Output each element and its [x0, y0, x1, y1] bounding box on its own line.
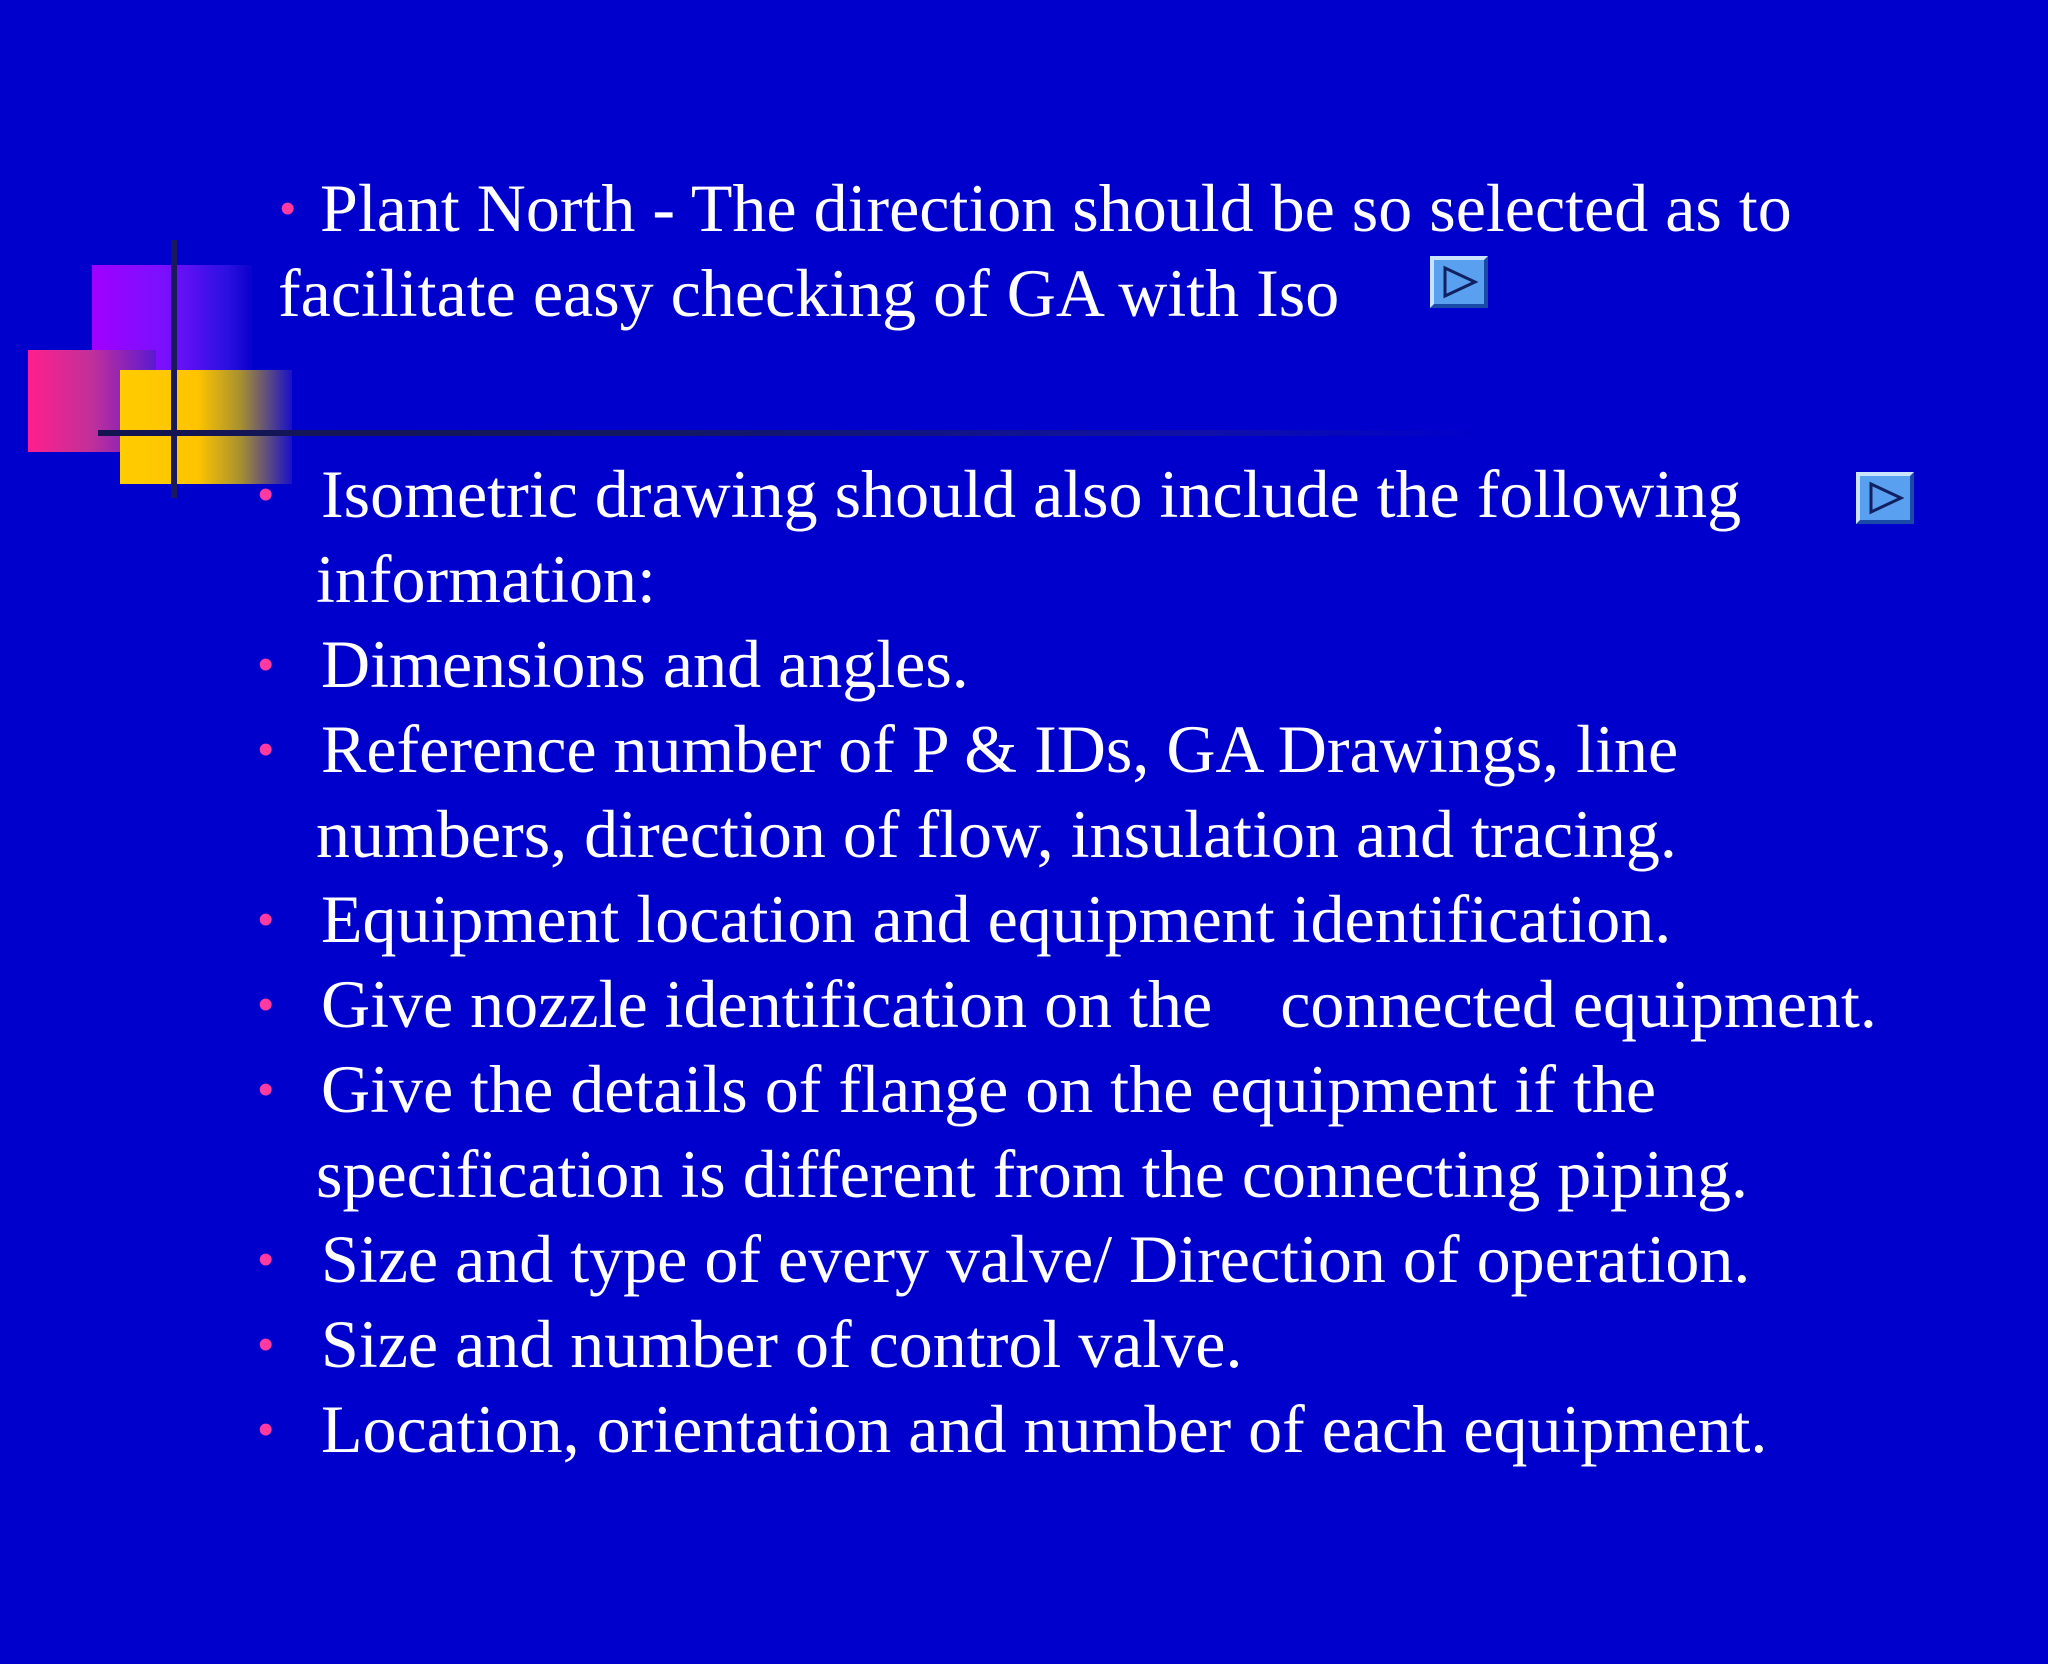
bullet-dot: • [258, 1065, 274, 1114]
play-action-button[interactable] [1430, 256, 1488, 308]
bullet-dot: • [280, 184, 296, 233]
plant-north-line-1: Plant North - The direction should be so selected as to [320, 170, 1792, 246]
decorative-vertical-line [171, 240, 177, 498]
play-action-button[interactable] [1856, 472, 1914, 524]
play-forward-icon [1442, 265, 1478, 299]
bullet-dot: • [258, 980, 274, 1029]
bullet-dot: • [258, 1320, 274, 1369]
list-item: • Size and number of control valve. [258, 1302, 1877, 1387]
list-item-continuation: numbers, direction of flow, insulation and tracing. [316, 796, 1677, 872]
decorative-horizontal-line [98, 430, 1478, 436]
list-item: • Dimensions and angles. [258, 622, 1877, 707]
bullet-dot: • [258, 1235, 274, 1284]
bullet-dot: • [258, 895, 274, 944]
plant-north-item [278, 166, 1792, 336]
list-item: • Isometric drawing should also include the following [258, 452, 1877, 537]
list-item: • Location, orientation and number of each equipment. [258, 1387, 1877, 1472]
bullet-dot: • [258, 725, 274, 774]
list-item: • Give nozzle identification on the connected equipment. [258, 962, 1877, 1047]
list-item: • Size and type of every valve/ Direction of operation. [258, 1217, 1877, 1302]
bullet-dot: • [258, 640, 274, 689]
play-forward-icon [1868, 481, 1904, 515]
list-item-continuation: information: [316, 541, 656, 617]
information-list [258, 452, 1877, 1472]
list-item: • Reference number of P & IDs, GA Drawings, line [258, 707, 1877, 792]
bullet-dot: • [258, 1405, 274, 1454]
list-item-continuation: specification is different from the connecting piping. [316, 1136, 1748, 1212]
list-item: • Equipment location and equipment identification. [258, 877, 1877, 962]
list-item: • Give the details of flange on the equipment if the [258, 1047, 1877, 1132]
bullet-dot: • [258, 470, 274, 519]
plant-north-line-2: facilitate easy checking of GA with Iso [278, 255, 1340, 331]
